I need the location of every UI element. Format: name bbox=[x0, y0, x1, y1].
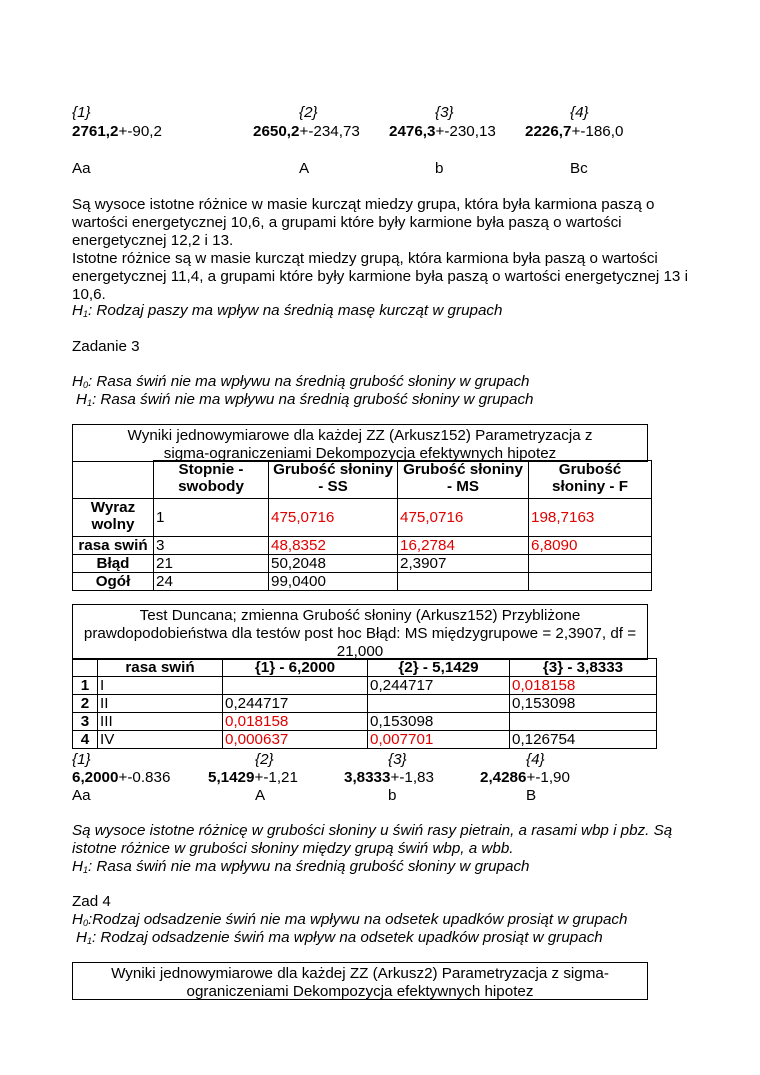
row-number: 1 bbox=[73, 677, 98, 695]
table-header: Stopnie - swobody bbox=[154, 461, 269, 499]
group-mean-2: 5,1429+-1,21 bbox=[208, 769, 298, 786]
cell-c3: 0,126754 bbox=[510, 731, 657, 749]
table-row bbox=[73, 695, 657, 713]
cell-f bbox=[529, 573, 652, 591]
table-header: rasa swiń bbox=[98, 659, 223, 677]
anova-table bbox=[72, 460, 652, 591]
group-letter-2: A bbox=[299, 160, 310, 177]
paragraph-2: Istotne różnice są w masie kurcząt miedzy grupą, która karmiona była paszą o wartości energetycznej 11,4, a grupami które były karmione była paszą o wartości energetycznej 13 i 10,6. bbox=[72, 250, 688, 303]
cell-df: 3 bbox=[154, 537, 269, 555]
table-row bbox=[73, 537, 652, 555]
group-mean-2: 2650,2+-234,73 bbox=[253, 123, 360, 140]
cell-f bbox=[529, 555, 652, 573]
cell-c1: 0,000637 bbox=[223, 731, 368, 749]
row-number: 4 bbox=[73, 731, 98, 749]
cell-df: 21 bbox=[154, 555, 269, 573]
table-header-row bbox=[73, 659, 657, 677]
cell-c1: 0,018158 bbox=[223, 713, 368, 731]
group-letter-3: b bbox=[388, 787, 397, 804]
cell-ms bbox=[398, 573, 529, 591]
cell-c1: 0,244717 bbox=[223, 695, 368, 713]
group-mean-3: 3,8333+-1,83 bbox=[344, 769, 434, 786]
cell-rasa: IV bbox=[98, 731, 223, 749]
group-label-2: {2} bbox=[255, 751, 274, 768]
group-label-3: {3} bbox=[388, 751, 407, 768]
table-header: {3} - 3,8333 bbox=[510, 659, 657, 677]
duncan-table bbox=[72, 658, 657, 749]
group-label-4: {4} bbox=[526, 751, 545, 768]
hypothesis-h0-4: $H_0:Rodzaj$ odsadzenie świń nie ma wpływu na odsetek upadków prosiąt w grupach bbox=[72, 911, 628, 928]
table2-title: Test Duncana; zmienna Grubość słoniny (Arkusz152) Przybliżone prawdopodobieństwa dla testów post hoc Błąd: MS międzygrupowe = 2,3907, df = 21,000 bbox=[72, 604, 648, 660]
row-number: 3 bbox=[73, 713, 98, 731]
heading-zad-4: Zad 4 bbox=[72, 893, 111, 910]
group-label-1: {1} bbox=[72, 104, 91, 121]
cell-c2: 0,244717 bbox=[368, 677, 510, 695]
group-mean-3: 2476,3+-230,13 bbox=[389, 123, 496, 140]
paragraph-3: Są wysoce istotne różnicę w grubości słoniny u świń rasy pietrain, a rasami wbp i pbz. Są istotne różnice w grubości słoniny między grupą świń wbp, a wbb. bbox=[72, 822, 673, 857]
cell-c1 bbox=[223, 677, 368, 695]
cell-ss: 50,2048 bbox=[269, 555, 398, 573]
table-row bbox=[73, 713, 657, 731]
cell-rasa: II bbox=[98, 695, 223, 713]
row-label: Błąd bbox=[73, 555, 154, 573]
cell-df: 24 bbox=[154, 573, 269, 591]
group-label-1: {1} bbox=[72, 751, 91, 768]
heading-zadanie-3: Zadanie 3 bbox=[72, 338, 140, 355]
table-row bbox=[73, 573, 652, 591]
cell-c2 bbox=[368, 695, 510, 713]
table-row bbox=[73, 677, 657, 695]
row-label: Wyraz wolny bbox=[73, 499, 154, 537]
cell-ss: 48,8352 bbox=[269, 537, 398, 555]
hypothesis-h1-3: $H_1$: Rasa świń nie ma wpływu na średnią grubość słoniny w grupach bbox=[76, 391, 534, 408]
group-label-4: {4} bbox=[570, 104, 589, 121]
row-label: rasa swiń bbox=[73, 537, 154, 555]
paragraph-1: Są wysoce istotne różnice w masie kurcząt miedzy grupa, która była karmiona paszą o wartości energetycznej 10,6, a grupami które były karmione była paszą o wartości energetycznej 12,2 i 13. bbox=[72, 196, 655, 249]
table1-title: Wyniki jednowymiarowe dla każdej ZZ (Arkusz152) Parametryzacja z sigma-ograniczeniami Dekompozycja efektywnych hipotez bbox=[72, 424, 648, 462]
cell-df: 1 bbox=[154, 499, 269, 537]
cell-c3: 0,018158 bbox=[510, 677, 657, 695]
group-mean-1: 6,2000+-0.836 bbox=[72, 769, 171, 786]
table-header: {1} - 6,2000 bbox=[223, 659, 368, 677]
hypothesis-h1-b: $H_1$: Rasa świń nie ma wpływu na średnią grubość słoniny w grupach bbox=[72, 858, 530, 875]
cell-c2: 0,007701 bbox=[368, 731, 510, 749]
row-label: Ogół bbox=[73, 573, 154, 591]
cell-f: 198,7163 bbox=[529, 499, 652, 537]
group-letter-3: b bbox=[435, 160, 444, 177]
group-mean-4: 2,4286+-1,90 bbox=[480, 769, 570, 786]
cell-ss: 99,0400 bbox=[269, 573, 398, 591]
group-letter-2: A bbox=[255, 787, 266, 804]
table-header: Grubość słoniny - F bbox=[529, 461, 652, 499]
cell-rasa: III bbox=[98, 713, 223, 731]
table-header-row bbox=[73, 461, 652, 499]
cell-ms: 16,2784 bbox=[398, 537, 529, 555]
table-header-blank bbox=[73, 461, 154, 499]
cell-c3: 0,153098 bbox=[510, 695, 657, 713]
cell-ms: 2,3907 bbox=[398, 555, 529, 573]
table-header: Grubość słoniny - MS bbox=[398, 461, 529, 499]
group-mean-4: 2226,7+-186,0 bbox=[525, 123, 624, 140]
cell-rasa: I bbox=[98, 677, 223, 695]
cell-ss: 475,0716 bbox=[269, 499, 398, 537]
hypothesis-h1-a: $H_1$: Rodzaj paszy ma wpływ na średnią masę kurcząt w grupach bbox=[72, 302, 503, 319]
cell-ms: 475,0716 bbox=[398, 499, 529, 537]
table-row bbox=[73, 555, 652, 573]
cell-f: 6,8090 bbox=[529, 537, 652, 555]
hypothesis-h0-3: $H_0$: Rasa świń nie ma wpływu na średnią grubość słoniny w grupach bbox=[72, 373, 530, 390]
table-header: {2} - 5,1429 bbox=[368, 659, 510, 677]
table-header-blank bbox=[73, 659, 98, 677]
hypothesis-h1-4: $H_1$: Rodzaj odsadzenie świń ma wpływ na odsetek upadków prosiąt w grupach bbox=[76, 929, 603, 946]
group-label-2: {2} bbox=[299, 104, 318, 121]
table-row bbox=[73, 499, 652, 537]
group-label-3: {3} bbox=[435, 104, 454, 121]
group-letter-1: Aa bbox=[72, 160, 91, 177]
cell-c3 bbox=[510, 713, 657, 731]
group-letter-4: B bbox=[526, 787, 537, 804]
table-row bbox=[73, 731, 657, 749]
group-letter-1: Aa bbox=[72, 787, 91, 804]
group-mean-1: 2761,2+-90,2 bbox=[72, 123, 162, 140]
row-number: 2 bbox=[73, 695, 98, 713]
group-letter-4: Bc bbox=[570, 160, 588, 177]
table3-title: Wyniki jednowymiarowe dla każdej ZZ (Arkusz2) Parametryzacja z sigma-ograniczeniami Dekompozycja efektywnych hipotez bbox=[72, 962, 648, 1000]
cell-c2: 0,153098 bbox=[368, 713, 510, 731]
table-header: Grubość słoniny - SS bbox=[269, 461, 398, 499]
